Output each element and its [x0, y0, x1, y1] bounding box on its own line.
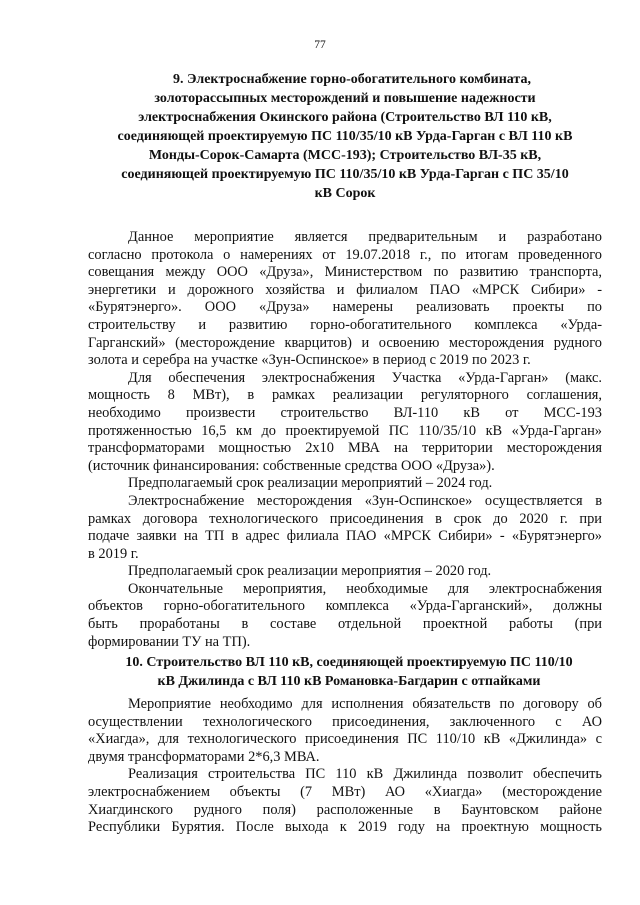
heading-line: соединяющей проектируемую ПС 110/35/10 кВ Урда-Гарган с ВЛ 110 кВ: [117, 129, 573, 144]
paragraph-line: Хиагдинского рудного поля) расположенные в Баунтовском районе: [88, 801, 602, 818]
paragraph-line: Предполагаемый срок реализации мероприятий – 2024 год.: [128, 475, 493, 492]
paragraph-line: совещания между ООО «Друза», Министерством по развитию транспорта,: [88, 264, 602, 281]
paragraph-line: быть проработаны в составе отдельной проектной работы (при: [88, 616, 602, 633]
heading-line: 10. Строительство ВЛ 110 кВ, соединяющей проектируемую ПС 110/10: [125, 655, 573, 670]
paragraph-line: Мероприятие необходимо для исполнения обязательств по договору об: [128, 696, 602, 712]
paragraph-line: золота и серебра на участке «Зун-Оспинское» в период с 2019 по 2023 г.: [88, 352, 531, 369]
section-9-heading: [88, 70, 602, 203]
section-10-heading: [90, 653, 608, 691]
paragraph-line: Электроснабжение месторождения «Зун-Оспинское» осуществляется в: [128, 492, 602, 509]
paragraph-line: (источник финансирования: собственные средства ООО «Друза»).: [88, 457, 495, 474]
section-9-body: [88, 229, 602, 651]
paragraph-line: трансформаторами мощностью 2х10 МВА на территории месторождения: [88, 440, 602, 457]
paragraph-line: двумя трансформаторами 2*6,3 МВА.: [88, 748, 320, 765]
paragraph-line: электроснабжением объекты (7 МВт) АО «Хиагда» (месторождение: [88, 783, 602, 800]
section-10-body: [88, 696, 602, 837]
heading-line: золоторассыпных месторождений и повышение надежности: [154, 91, 536, 106]
heading-line: Монды-Сорок-Самарта (МСС-193); Строительство ВЛ-35 кВ,: [148, 148, 542, 163]
heading-line: кВ Джилинда с ВЛ 110 кВ Романовка-Багдарин с отпайками: [157, 674, 541, 689]
paragraph-line: Гарганский» (месторождение кварцитов) и освоению месторождения рудного: [88, 334, 602, 351]
paragraph-line: Окончательные мероприятия, необходимые для электроснабжения: [128, 580, 602, 597]
paragraph-line: объектов горно-обогатительного комплекса «Урда-Гарганский», должны: [88, 598, 602, 615]
paragraph-line: Для обеспечения электроснабжения Участка «Урда-Гарган» (макс.: [128, 369, 602, 386]
paragraph-line: формировании ТУ на ТП).: [88, 633, 251, 650]
paragraph-line: Республики Бурятия. После выхода к 2019 году на проектную мощность: [88, 819, 602, 836]
paragraph-line: строительству и развитию горно-обогатительного комплекса «Урда-: [88, 316, 602, 333]
heading-line: соединяющей проектируемую ПС 110/35/10 кВ Урда-Гарган с ПС 35/10: [121, 167, 569, 182]
heading-line: электроснабжения Окинского района (Строительство ВЛ 110 кВ,: [138, 110, 552, 125]
paragraph-line: «Бурятэнерго». ООО «Друза» намерены реализовать проекты по: [88, 299, 602, 316]
page-number: 77: [314, 39, 326, 51]
paragraph-line: подаче заявки на ТП в адрес филиала ПАО «МРСК Сибири» - «Бурятэнерго»: [88, 528, 602, 545]
paragraph-line: протяженностью 16,5 км до проектируемой ПС 110/35/10 кВ «Урда-Гарган»: [88, 422, 602, 439]
paragraph-line: в 2019 г.: [88, 545, 139, 562]
paragraph-line: необходимо произвести строительство ВЛ-110 кВ от МСС-193: [88, 404, 602, 421]
paragraph-line: Реализация строительства ПС 110 кВ Джилинда позволит обеспечить: [128, 766, 602, 783]
paragraph-line: мощность 8 МВт), в рамках реализации регуляторного соглашения,: [88, 387, 602, 404]
paragraph-line: энергетики и дорожного хозяйства и филиалом ПАО «МРСК Сибири» -: [88, 281, 602, 298]
paragraph-line: Данное мероприятие является предварительным и разработано: [128, 229, 602, 245]
paragraph-line: рамках договора технологического присоединения в срок до 2020 г. при: [88, 510, 602, 527]
paragraph-line: согласно протокола о намерениях от 19.07.2018 г., по итогам проведенного: [88, 246, 602, 263]
paragraph-line: «Хиагда», для технологического присоединения ПС 110/10 кВ «Джилинда» с: [88, 731, 602, 748]
paragraph-line: Предполагаемый срок реализации мероприятия – 2020 год.: [128, 563, 492, 580]
paragraph-line: осуществлении технологического присоединения, заключенного с АО: [88, 713, 602, 730]
heading-line: 9. Электроснабжение горно-обогатительного комбината,: [173, 72, 531, 87]
heading-line: кВ Сорок: [314, 186, 376, 201]
